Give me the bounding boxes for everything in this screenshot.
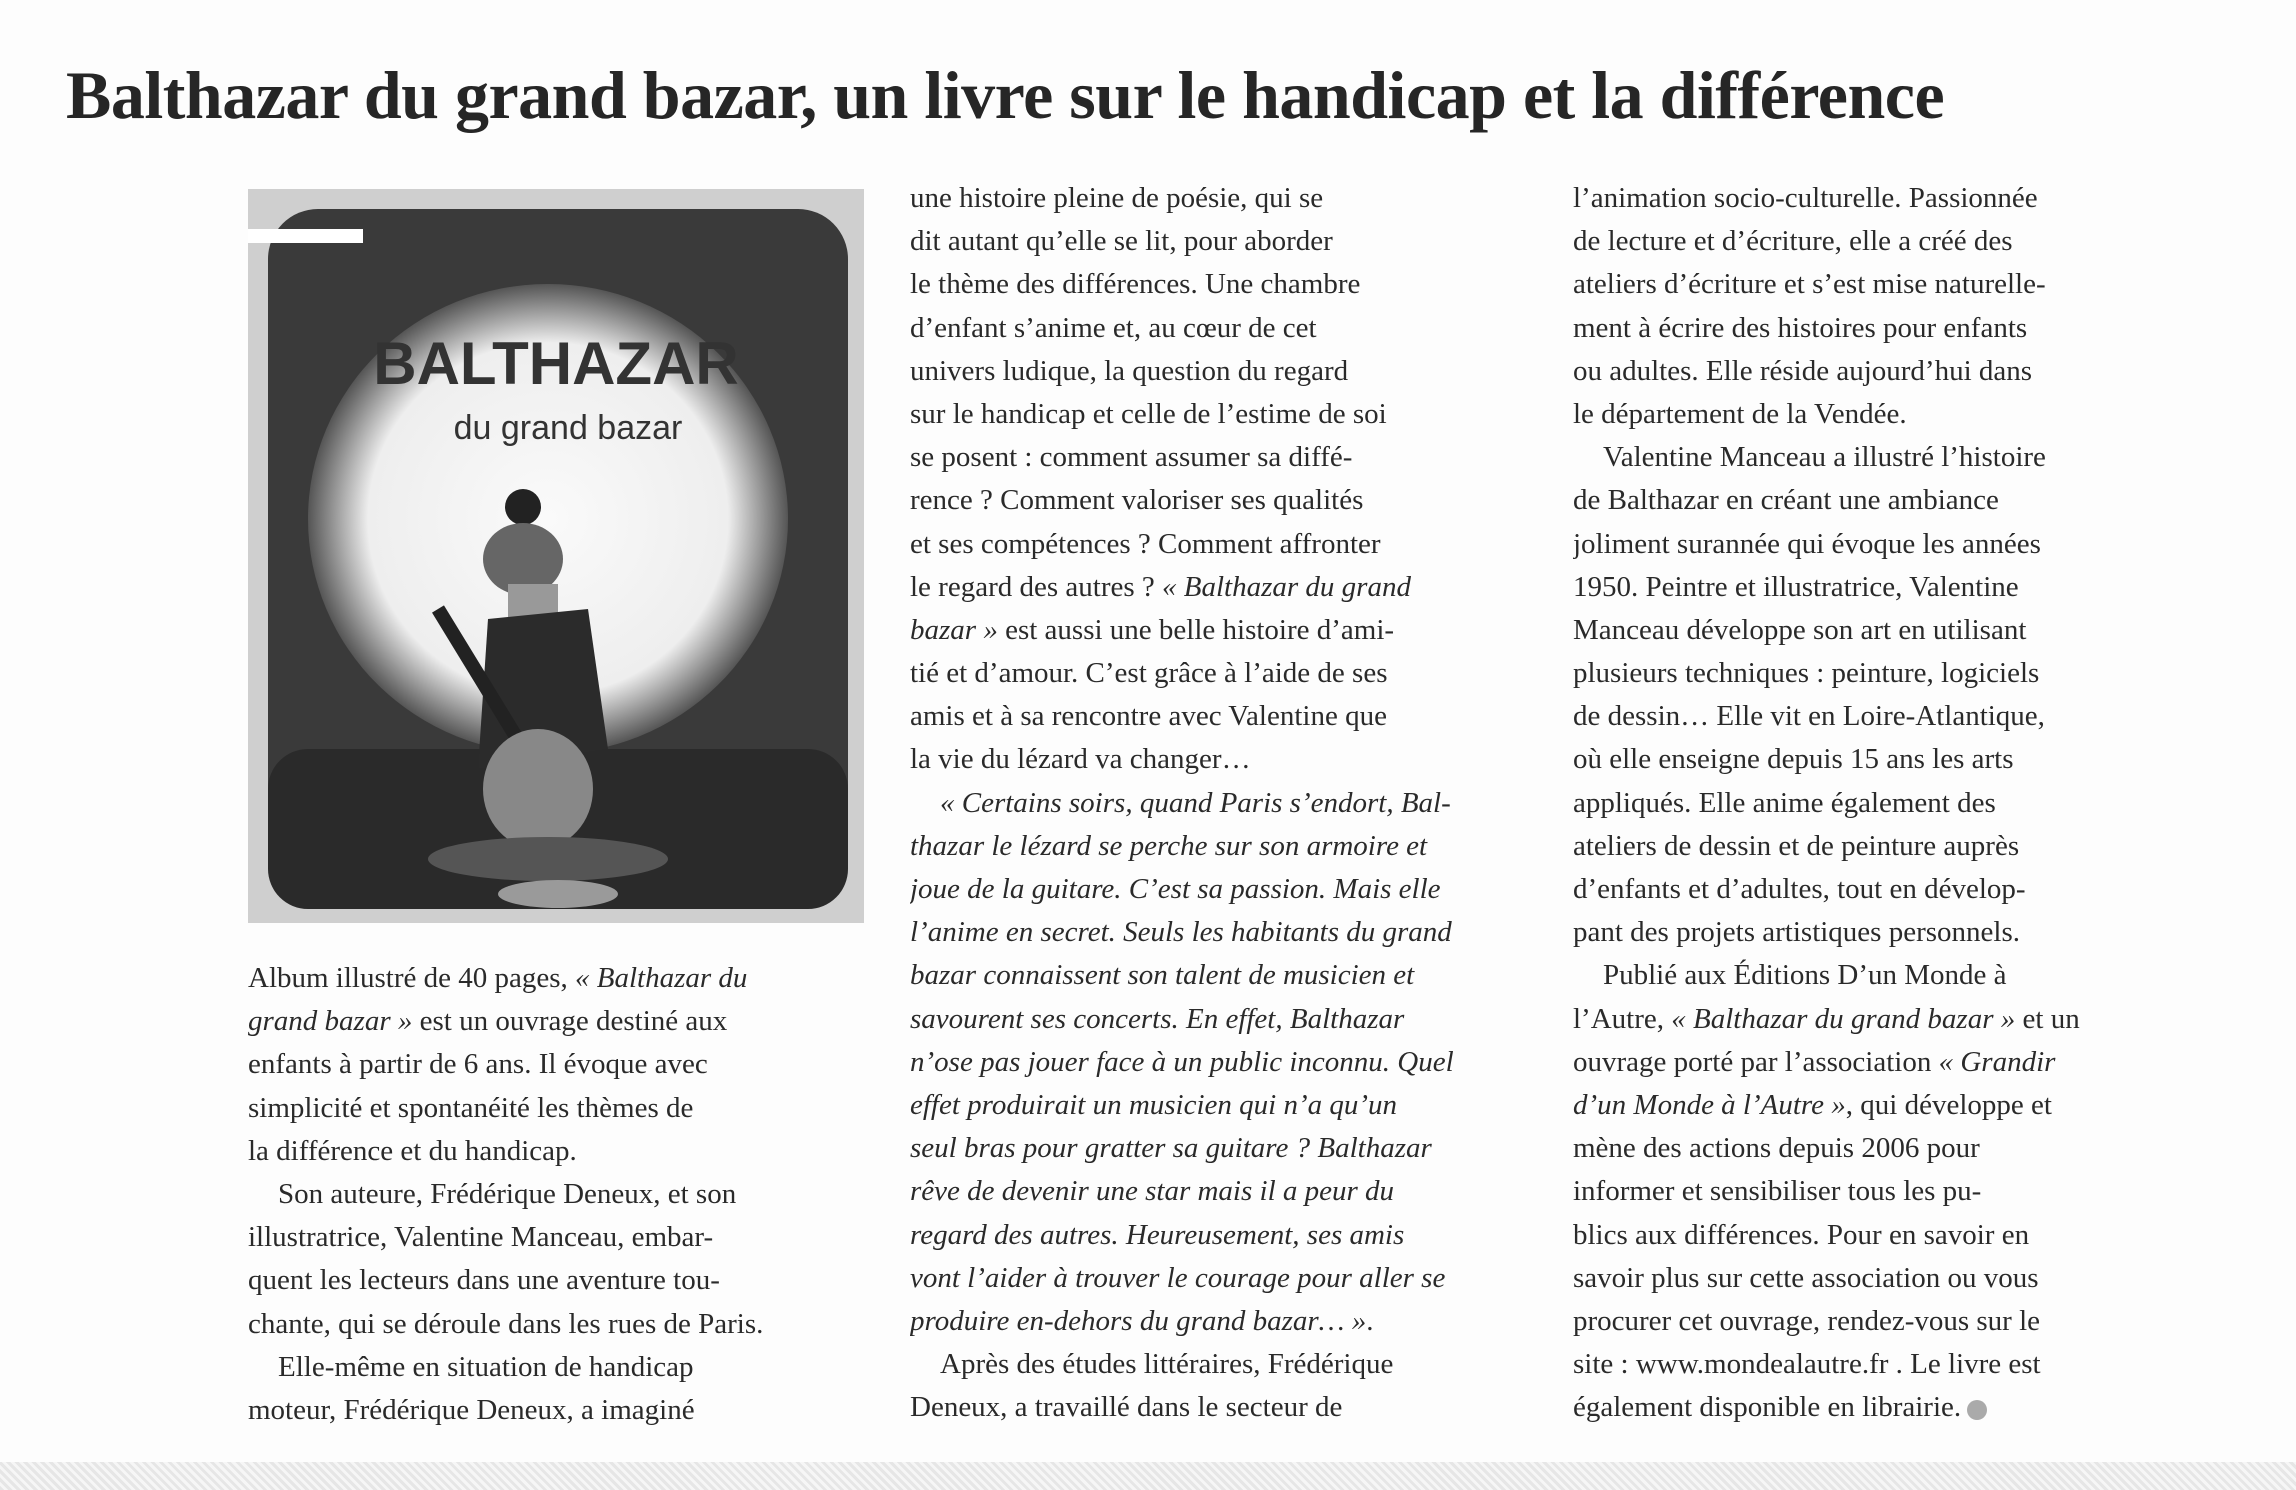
text: où elle enseigne depuis 15 ans les arts (1573, 743, 2014, 776)
text-line (1573, 738, 2213, 781)
text-line (1573, 1041, 2213, 1084)
text: d’enfants et d’adultes, tout en dévelop- (1573, 873, 2026, 905)
text-line (1573, 350, 2213, 393)
text: ou adultes. Elle réside aujourd’hui dans (1573, 354, 2033, 387)
text-line (1573, 1127, 2213, 1170)
text: ateliers d’écriture et s’est mise naturelle- (1573, 268, 2046, 301)
article-column-2 (910, 177, 1550, 1429)
text-line (910, 1257, 1550, 1300)
cover-logo-title: BALTHAZAR (373, 330, 739, 397)
text-line (248, 1087, 888, 1130)
text: univers ludique, la question du regard (910, 354, 1349, 387)
text: pant des projets artistiques personnels. (1573, 916, 2020, 949)
italic-text: effet produirait un musicien qui n’a qu’un (910, 1088, 1398, 1121)
text-line (248, 1303, 888, 1346)
text: le regard des autres ? (910, 570, 1163, 603)
text-line (248, 1259, 888, 1302)
text-line (248, 1000, 888, 1043)
text-line (910, 911, 1550, 954)
end-of-article-icon (1967, 1400, 1987, 1420)
text-line (910, 738, 1550, 781)
italic-text: « Certains soirs, quand Paris s’endort, Bal- (940, 786, 1451, 819)
italic-text: thazar le lézard se perche sur son armoire et (910, 829, 1428, 862)
text-line (910, 998, 1550, 1041)
text: la vie du lézard va changer… (910, 743, 1251, 776)
text: de Balthazar en créant une ambiance (1573, 484, 1999, 517)
article-column-3 (1573, 177, 2213, 1429)
text-line (910, 350, 1550, 393)
text: savoir plus sur cette association ou vous (1573, 1261, 2039, 1294)
text-line (1573, 1300, 2213, 1343)
text-line (910, 1386, 1550, 1429)
text-line (1573, 1386, 2213, 1429)
text-line (910, 782, 1550, 825)
text: Publié aux Éditions D’un Monde à (1603, 959, 2007, 992)
text-line (910, 609, 1550, 652)
italic-text: « Balthazar du grand bazar » (1671, 1002, 2016, 1035)
text-line (910, 177, 1550, 220)
italic-text: « Balthazar du (575, 962, 748, 994)
text-line (910, 436, 1550, 479)
text-line (910, 523, 1550, 566)
text-line (1573, 954, 2213, 997)
text: rence ? Comment valoriser ses qualités (910, 484, 1364, 517)
text: simplicité et spontanéité les thèmes de (248, 1091, 694, 1124)
text: sur le handicap et celle de l’estime de soi (910, 397, 1387, 430)
text: tié et d’amour. C’est grâce à l’aide de ses (910, 657, 1388, 690)
text-line (248, 1216, 888, 1259)
text-line (910, 1041, 1550, 1084)
text: d’enfant s’anime et, au cœur de cet (910, 311, 1317, 344)
text-line (910, 1127, 1550, 1170)
text: ment à écrire des histoires pour enfants (1573, 311, 2028, 344)
text: moteur, Frédérique Deneux, a imaginé (248, 1393, 695, 1426)
italic-text: regard des autres. Heureusement, ses amis (910, 1218, 1405, 1251)
text: le département de la Vendée. (1573, 397, 1907, 430)
text-line (1573, 523, 2213, 566)
text-line (1573, 1214, 2213, 1257)
text: illustratrice, Valentine Manceau, embar- (248, 1221, 714, 1254)
text: appliqués. Elle anime également des (1573, 786, 1996, 819)
text: 1950. Peintre et illustratrice, Valentine (1573, 570, 2019, 603)
italic-text: vont l’aider à trouver le courage pour aller se (910, 1261, 1446, 1294)
text: également disponible en librairie. (1573, 1391, 1962, 1424)
text: et un (2015, 1002, 2080, 1035)
article-column-1 (248, 957, 888, 1432)
text-line (1573, 911, 2213, 954)
text-line (1573, 1343, 2213, 1386)
text: . (1366, 1304, 1374, 1337)
text: se posent : comment assumer sa diffé- (910, 441, 1353, 474)
text: la différence et du handicap. (248, 1134, 577, 1167)
text-line (248, 1173, 888, 1216)
text: enfants à partir de 6 ans. Il évoque avec (248, 1048, 708, 1081)
text: de dessin… Elle vit en Loire-Atlantique, (1573, 700, 2045, 733)
italic-text: seul bras pour gratter sa guitare ? Balthazar (910, 1132, 1432, 1165)
italic-text: « Grandir (1938, 1045, 2056, 1078)
italic-text: produire en-dehors du grand bazar… » (910, 1304, 1367, 1337)
italic-text: savourent ses concerts. En effet, Balthazar (910, 1002, 1405, 1035)
book-cover-image (248, 189, 864, 923)
text-line (910, 652, 1550, 695)
italic-text: l’anime en secret. Seuls les habitants du grand (910, 916, 1452, 949)
italic-text: « Balthazar du grand (1162, 570, 1411, 603)
text: site : www.mondealautre.fr . Le livre est (1573, 1348, 2041, 1381)
italic-text: joue de la guitare. C’est sa passion. Mais elle (910, 873, 1441, 905)
text-line (1573, 479, 2213, 522)
text: ateliers de dessin et de peinture auprès (1573, 829, 2020, 862)
text-line (1573, 436, 2213, 479)
text-line (910, 263, 1550, 306)
text-line (910, 220, 1550, 263)
italic-text: bazar » (910, 613, 998, 646)
text: ouvrage porté par l’association (1573, 1045, 1939, 1078)
text-line (910, 868, 1550, 911)
cover-logo-subtitle: du grand bazar (453, 409, 683, 447)
text: Deneux, a travaillé dans le secteur de (910, 1391, 1343, 1424)
text-line (248, 1389, 888, 1432)
text: est aussi une belle histoire d’ami- (997, 613, 1395, 646)
article-title: Balthazar du grand bazar, un livre sur le handicap et la différence (66, 57, 1945, 133)
italic-text: bazar connaissent son talent de musicien et (910, 959, 1415, 992)
text: informer et sensibiliser tous les pu- (1573, 1175, 1982, 1208)
italic-text: grand bazar » (248, 1005, 413, 1038)
book-cover-illustration-icon (248, 189, 864, 923)
text: Valentine Manceau a illustré l’histoire (1603, 441, 2046, 474)
text-line (248, 1346, 888, 1389)
text-line (1573, 307, 2213, 350)
text-line (1573, 1170, 2213, 1213)
text-line (1573, 1257, 2213, 1300)
text-line (910, 825, 1550, 868)
text-line (1573, 393, 2213, 436)
text: Album illustré de 40 pages, (248, 962, 576, 994)
text-line (910, 1170, 1550, 1213)
text-line (1573, 695, 2213, 738)
text-line (910, 1084, 1550, 1127)
text-line (910, 307, 1550, 350)
text-line (910, 1343, 1550, 1386)
text-line (1573, 609, 2213, 652)
text-line (1573, 998, 2213, 1041)
text: blics aux différences. Pour en savoir en (1573, 1218, 2030, 1251)
text: chante, qui se déroule dans les rues de Paris. (248, 1307, 764, 1340)
text: amis et à sa rencontre avec Valentine que (910, 700, 1387, 733)
text: de lecture et d’écriture, elle a créé des (1573, 225, 2013, 258)
text-line (1573, 868, 2213, 911)
text: est un ouvrage destiné aux (412, 1005, 728, 1038)
text-line (1573, 652, 2213, 695)
text-line (1573, 263, 2213, 306)
italic-text: d’un Monde à l’Autre » (1573, 1088, 1846, 1121)
text: le thème des différences. Une chambre (910, 268, 1361, 301)
text: l’animation socio-culturelle. Passionnée (1573, 182, 2038, 214)
text: plusieurs techniques : peinture, logiciels (1573, 657, 2040, 690)
text-line (1573, 1084, 2213, 1127)
text: joliment surannée qui évoque les années (1573, 527, 2041, 560)
text: , qui développe et (1845, 1088, 2052, 1121)
text-line (248, 957, 888, 1000)
italic-text: rêve de devenir une star mais il a peur du (910, 1175, 1395, 1208)
text: quent les lecteurs dans une aventure tou- (248, 1264, 720, 1297)
text-line (248, 1043, 888, 1086)
text-line (910, 695, 1550, 738)
text-line (910, 393, 1550, 436)
text-line (910, 566, 1550, 609)
text-line (910, 1300, 1550, 1343)
text-line (910, 479, 1550, 522)
text: Après des études littéraires, Frédérique (940, 1348, 1394, 1381)
text-line (1573, 177, 2213, 220)
page-edge-scan-band (0, 1462, 2296, 1490)
text-line (910, 954, 1550, 997)
text: Manceau développe son art en utilisant (1573, 613, 2027, 646)
text: une histoire pleine de poésie, qui se (910, 182, 1324, 214)
italic-text: n’ose pas jouer face à un public inconnu. Quel (910, 1045, 1454, 1078)
text-line (1573, 782, 2213, 825)
text: l’Autre, (1573, 1002, 1672, 1035)
text-line (248, 1130, 888, 1173)
text-line (1573, 566, 2213, 609)
text-line (910, 1214, 1550, 1257)
text: procurer cet ouvrage, rendez-vous sur le (1573, 1304, 2041, 1337)
text: dit autant qu’elle se lit, pour aborder (910, 225, 1333, 258)
text: mène des actions depuis 2006 pour (1573, 1132, 1980, 1165)
text: Son auteure, Frédérique Deneux, et son (278, 1177, 737, 1210)
text: et ses compétences ? Comment affronter (910, 527, 1381, 560)
text-line (1573, 825, 2213, 868)
text-line (1573, 220, 2213, 263)
text: Elle-même en situation de handicap (278, 1350, 694, 1383)
